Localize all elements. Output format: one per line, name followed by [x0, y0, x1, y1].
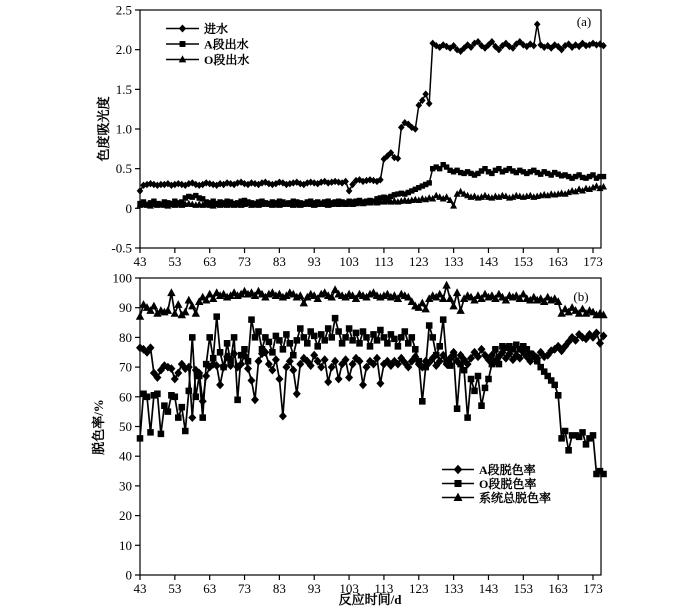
y-tick-label: 1.0: [115, 121, 132, 137]
y-tick-label: 90: [119, 300, 132, 316]
panel-b-x-axis-title: 反应时间/d: [338, 592, 402, 607]
x-tick-label: 163: [548, 254, 568, 269]
x-tick-label: 173: [583, 254, 603, 269]
x-tick-label: 113: [374, 581, 394, 596]
y-tick-label: 0: [125, 567, 132, 583]
panel-a-legend: [166, 21, 249, 67]
legend-label: O段脱色率: [479, 477, 537, 491]
x-tick-label: 43: [133, 581, 147, 596]
panel-a: [96, 3, 607, 270]
x-tick-label: 53: [168, 581, 182, 596]
x-tick-label: 163: [548, 581, 568, 596]
legend-label: A段出水: [204, 37, 249, 52]
panel-b-legend: [442, 462, 551, 505]
panel-b: [91, 271, 608, 608]
panel-b-series-2-markers: [136, 281, 608, 320]
panel-b-series: [136, 281, 608, 477]
x-tick-label: 153: [513, 254, 534, 269]
x-tick-label: 53: [168, 254, 182, 269]
legend-square-icon: [180, 41, 186, 47]
x-tick-label: 63: [203, 254, 217, 269]
panel-a-y-axis-title: 色度吸光度: [96, 96, 111, 162]
x-tick-label: 93: [307, 581, 321, 596]
legend-diamond-icon: [454, 465, 463, 474]
panel-a-series-2-markers: [137, 182, 608, 208]
x-tick-label: 143: [478, 254, 499, 269]
x-tick-label: 73: [238, 581, 252, 596]
y-tick-label: 10: [119, 537, 132, 553]
x-tick-label: 93: [307, 254, 321, 269]
panel-b-tag: (b): [573, 289, 589, 304]
x-tick-label: 143: [478, 581, 499, 596]
y-tick-label: 40: [119, 448, 132, 464]
x-tick-label: 83: [272, 581, 286, 596]
legend-label: 进水: [204, 22, 229, 36]
x-tick-label: 73: [238, 254, 252, 269]
x-tick-label: 153: [513, 581, 534, 596]
legend-label: 系统总脱色率: [479, 491, 552, 505]
y-tick-label: 2.5: [115, 2, 132, 18]
y-tick-label: 20: [119, 508, 132, 524]
legend-square-icon: [454, 480, 461, 487]
y-tick-label: -0.5: [111, 240, 132, 256]
x-tick-label: 83: [272, 254, 286, 269]
y-tick-label: 60: [119, 389, 132, 405]
y-tick-label: 100: [112, 270, 132, 286]
y-tick-label: 50: [119, 419, 132, 434]
x-tick-label: 43: [133, 254, 147, 269]
y-tick-label: 70: [119, 359, 132, 375]
y-tick-label: 0: [125, 200, 132, 216]
x-tick-label: 133: [443, 581, 464, 596]
x-tick-label: 103: [339, 254, 359, 269]
y-tick-label: 1.5: [115, 81, 132, 97]
legend-diamond-icon: [179, 25, 186, 33]
legend-label: O段出水: [204, 53, 250, 67]
panel-a-tag: (a): [576, 14, 592, 29]
y-tick-label: 0.5: [115, 161, 132, 177]
x-tick-label: 133: [443, 254, 464, 269]
x-tick-label: 123: [409, 254, 429, 269]
y-tick-label: 80: [119, 329, 132, 345]
x-tick-label: 63: [203, 581, 217, 596]
panel-b-frame: [140, 278, 601, 575]
y-tick-label: 30: [119, 478, 132, 494]
x-tick-label: 113: [374, 254, 394, 269]
x-tick-label: 103: [339, 581, 359, 596]
y-tick-label: 2.0: [115, 42, 132, 58]
x-tick-label: 173: [583, 581, 603, 596]
x-tick-label: 123: [409, 581, 429, 596]
legend-label: A段脱色率: [479, 463, 536, 477]
panel-b-y-axis-title: 脱色率/%: [91, 399, 106, 455]
